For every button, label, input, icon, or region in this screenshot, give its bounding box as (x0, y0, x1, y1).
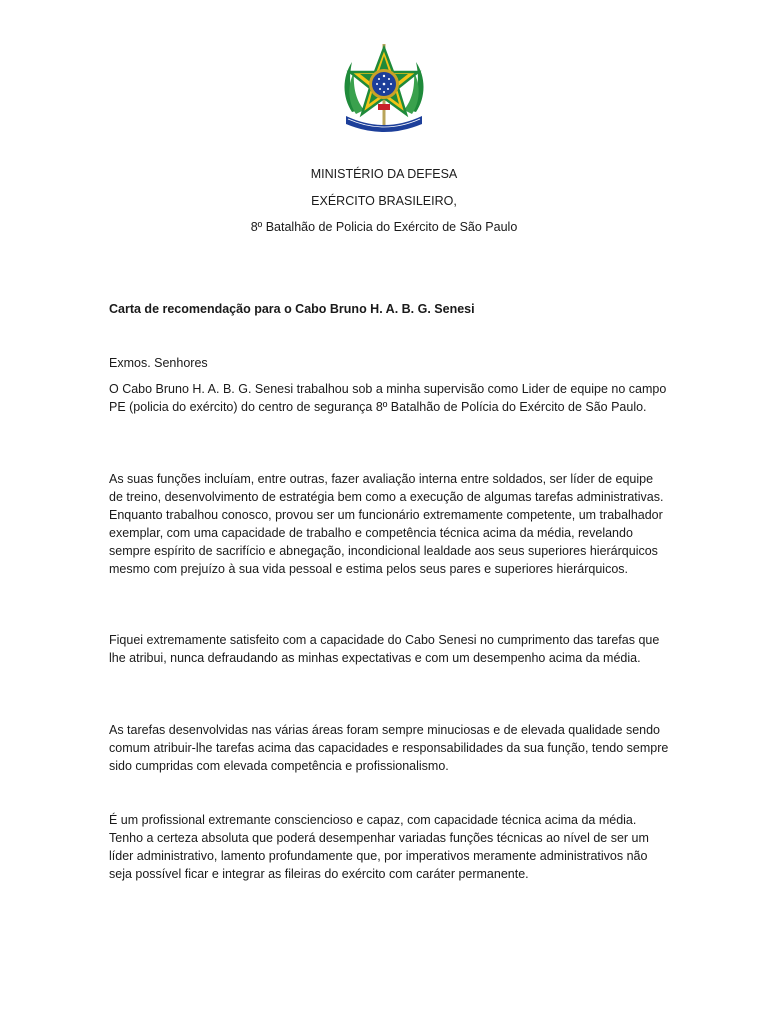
letter-salutation: Exmos. Senhores (109, 356, 208, 370)
paragraph-3: Fiquei extremamente satisfeito com a capacidade do Cabo Senesi no cumprimento das tarefas que lhe atribui, nunca defraudando as minhas expectativas e com um desempenho acima da média. (109, 633, 660, 665)
ministry-heading: MINISTÉRIO DA DEFESA (310, 167, 458, 181)
army-heading: EXÉRCITO BRASILEIRO, (311, 194, 457, 208)
letter-subject: Carta de recomendação para o Cabo Bruno H. A. B. G. Senesi (109, 302, 475, 316)
paragraph-5: É um profissional extremante consciencioso e capaz, com capacidade técnica acima da média. Tenho a certeza absoluta que poderá desempenhar variadas funções técnicas ao nível de ser um líder administrativo, lamento profundamente que, por imperativos meramente administrativos não seja possível ficar e integrar as fileiras do exército com caráter permanente. (109, 813, 649, 881)
battalion-heading: 8º Batalhão de Policia do Exército de São Paulo (250, 220, 518, 234)
brazil-coat-of-arms-icon (338, 42, 430, 138)
paragraph-4: As tarefas desenvolvidas nas várias áreas foram sempre minuciosas e de elevada qualidade sendo comum atribuir-lhe tarefas acima das capacidades e responsabilidades da sua função, tendo sempre sido cumpridas com elevada competência e profissionalismo. (109, 723, 669, 773)
paragraph-1: O Cabo Bruno H. A. B. G. Senesi trabalhou sob a minha supervisão como Lider de equipe no campo PE (policia do exército) do centro de segurança 8º Batalhão de Polícia do Exército de São Paulo. (109, 382, 667, 414)
paragraph-2: As suas funções incluíam, entre outras, fazer avaliação interna entre soldados, ser líder de equipe de treino, desenvolvimento de estratégia bem como a execução de algumas tarefas administrativas. Enquanto trabalhou conosco, provou ser um funcionário extremamente competente, um trabalhador exemplar, com uma capacidade de trabalho e competência técnica acima da média, revelando sempre espírito de sacrifício e abnegação, incondicional lealdade aos seus superiores hierárquicos mesmo com prejuízo à sua vida pessoal e estima pelos seus pares e superiores hierárquicos. (109, 472, 664, 576)
